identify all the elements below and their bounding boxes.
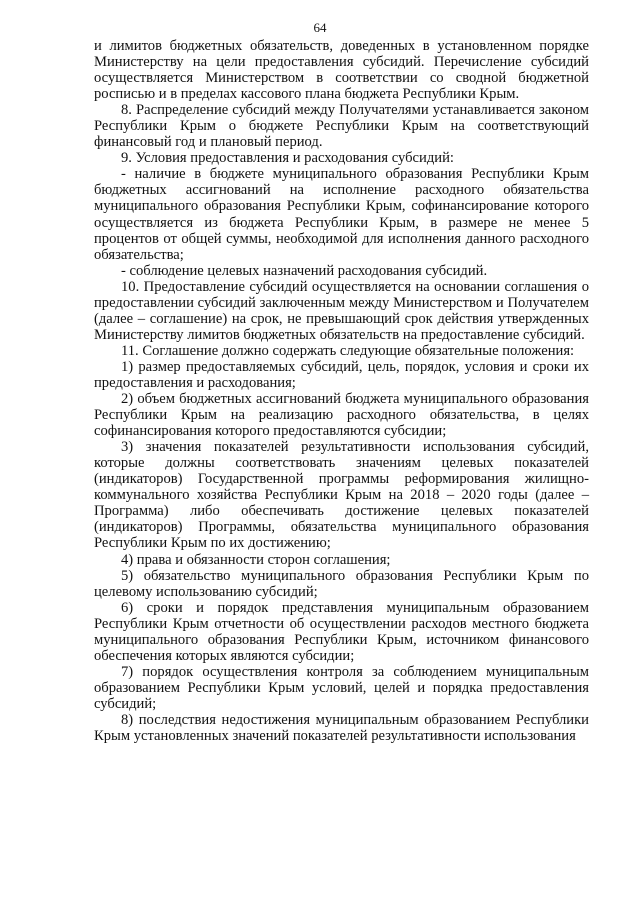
paragraph: 5) обязательство муниципального образования Республики Крым по целевому использованию субсидий; bbox=[94, 567, 589, 600]
paragraph: - соблюдение целевых назначений расходования субсидий. bbox=[121, 262, 488, 279]
paragraph: 3) значения показателей результативности использования субсидий, которые должны соответствовать значениям целевых показателей (индикаторов) Государственной программы реформирования жилищно-коммунального хозяйства Республики Крым на 2018 – 2020 годы (далее – Программа) либо обеспечивать достижение целевых показателей (индикаторов) Программы, обязательства муниципального образования Республики Крым по их достижению; bbox=[94, 439, 589, 552]
page-number: 64 bbox=[313, 20, 327, 35]
paragraph: 4) права и обязанности сторон соглашения; bbox=[121, 551, 391, 568]
paragraph: 10. Предоставление субсидий осуществляется на основании соглашения о предоставлении субсидий заключенным между Министерством и Получателем (далее – соглашение) на срок, не превышающий срок действия утвержденных Министерству лимитов бюджетных обязательств на предоставление субсидий. bbox=[94, 278, 589, 343]
paragraph: и лимитов бюджетных обязательств, доведенных в установленном порядке Министерству на цели предоставления субсидий. Перечисление субсидий осуществляется Министерством в соответствии со сводной бюджетной росписью и в пределах кассового плана бюджета Республики Крым. bbox=[94, 38, 589, 103]
paragraph: - наличие в бюджете муниципального образования Республики Крым бюджетных ассигнований на исполнение расходного обязательства муниципального образования Республики Крым, софинансирование которого осуществляется из бюджета Республики Крым, в размере не менее 5 процентов от общей суммы, необходимой для исполнения данного расходного обязательства; bbox=[94, 166, 589, 263]
paragraph: 11. Соглашение должно содержать следующие обязательные положения: bbox=[121, 342, 575, 359]
document-body bbox=[94, 38, 589, 744]
paragraph: 8. Распределение субсидий между Получателями устанавливается законом Республики Крым о бюджете Республики Крым на соответствующий финансовый год и плановый период. bbox=[94, 102, 589, 151]
paragraph: 2) объем бюджетных ассигнований бюджета муниципального образования Республики Крым на реализацию расходного обязательства, в целях софинансирования которого предоставляются субсидии; bbox=[94, 391, 589, 440]
paragraph: 1) размер предоставляемых субсидий, цель, порядок, условия и сроки их предоставления и расходования; bbox=[94, 358, 589, 391]
paragraph: 6) сроки и порядок представления муниципальным образованием Республики Крым отчетности об осуществлении расходов местного бюджета муниципального образования Республики Крым, источником финансового обеспечения которых являются субсидии; bbox=[94, 599, 589, 664]
paragraph: 9. Условия предоставления и расходования субсидий: bbox=[121, 150, 454, 167]
paragraph: 8) последствия недостижения муниципальным образованием Республики Крым установленных значений показателей результативности использования bbox=[94, 711, 589, 745]
paragraph: 7) порядок осуществления контроля за соблюдением муниципальным образованием Республики Крым условий, целей и порядка предоставления субсидий; bbox=[94, 663, 589, 712]
